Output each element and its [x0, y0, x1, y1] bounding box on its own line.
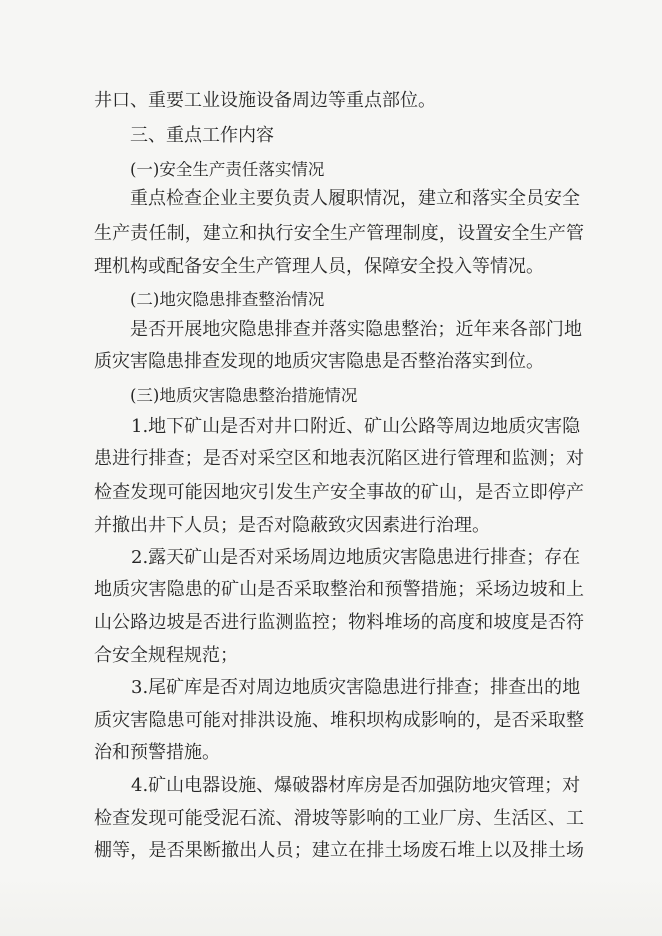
- text-line: 3.尾矿库是否对周边地质灾害隐患进行排查；排查出的地: [131, 677, 581, 698]
- subsection-heading: (二)地灾隐患排查整治情况: [130, 290, 325, 309]
- text-line: 井口、重要工业设施设备周边等重点部位。: [94, 90, 436, 111]
- text-line: 山公路边坡是否进行监测监控；物料堆场的高度和坡度是否符: [94, 612, 584, 633]
- scan-shading: [0, 876, 662, 936]
- text-line: 质灾害隐患排查发现的地质灾害隐患是否整治落实到位。: [94, 351, 544, 372]
- text-line: 重点检查企业主要负责人履职情况，建立和落实全员安全: [130, 188, 580, 209]
- text-line: 1.地下矿山是否对井口附近、矿山公路等周边地质灾害隐: [131, 416, 581, 437]
- text-line: 生产责任制，建立和执行安全生产管理制度，设置安全生产管: [94, 223, 584, 244]
- text-line: 患进行排查；是否对采空区和地表沉陷区进行管理和监测；对: [94, 448, 584, 469]
- section-heading: 三、重点工作内容: [130, 125, 274, 146]
- subsection-heading: (三)地质灾害隐患整治措施情况: [130, 386, 358, 405]
- text-line: 合安全规程规范；: [94, 645, 238, 666]
- text-line: 治和预警措施。: [94, 742, 220, 763]
- text-line: 检查发现可能因地灾引发生产安全事故的矿山，是否立即停产: [94, 482, 584, 503]
- text-line: 棚等，是否果断撤出人员；建立在排土场废石堆上以及排土场: [94, 840, 584, 861]
- text-line: 地质灾害隐患的矿山是否采取整治和预警措施；采场边坡和上: [94, 579, 584, 600]
- text-line: 检查发现可能受泥石流、滑坡等影响的工业厂房、生活区、工: [94, 808, 584, 829]
- subsection-heading: (一)安全生产责任落实情况: [130, 160, 325, 179]
- text-line: 并撤出井下人员；是否对隐蔽致灾因素进行治理。: [94, 515, 490, 536]
- text-line: 质灾害隐患可能对排洪设施、堆积坝构成影响的，是否采取整: [94, 710, 584, 731]
- text-line: 理机构或配备安全生产管理人员，保障安全投入等情况。: [94, 256, 544, 277]
- text-line: 是否开展地灾隐患排查并落实隐患整治；近年来各部门地: [130, 319, 582, 340]
- text-line: 2.露天矿山是否对采场周边地质灾害隐患进行排查；存在: [131, 547, 581, 568]
- text-line: 4.矿山电器设施、爆破器材库房是否加强防地灾管理；对: [131, 775, 581, 796]
